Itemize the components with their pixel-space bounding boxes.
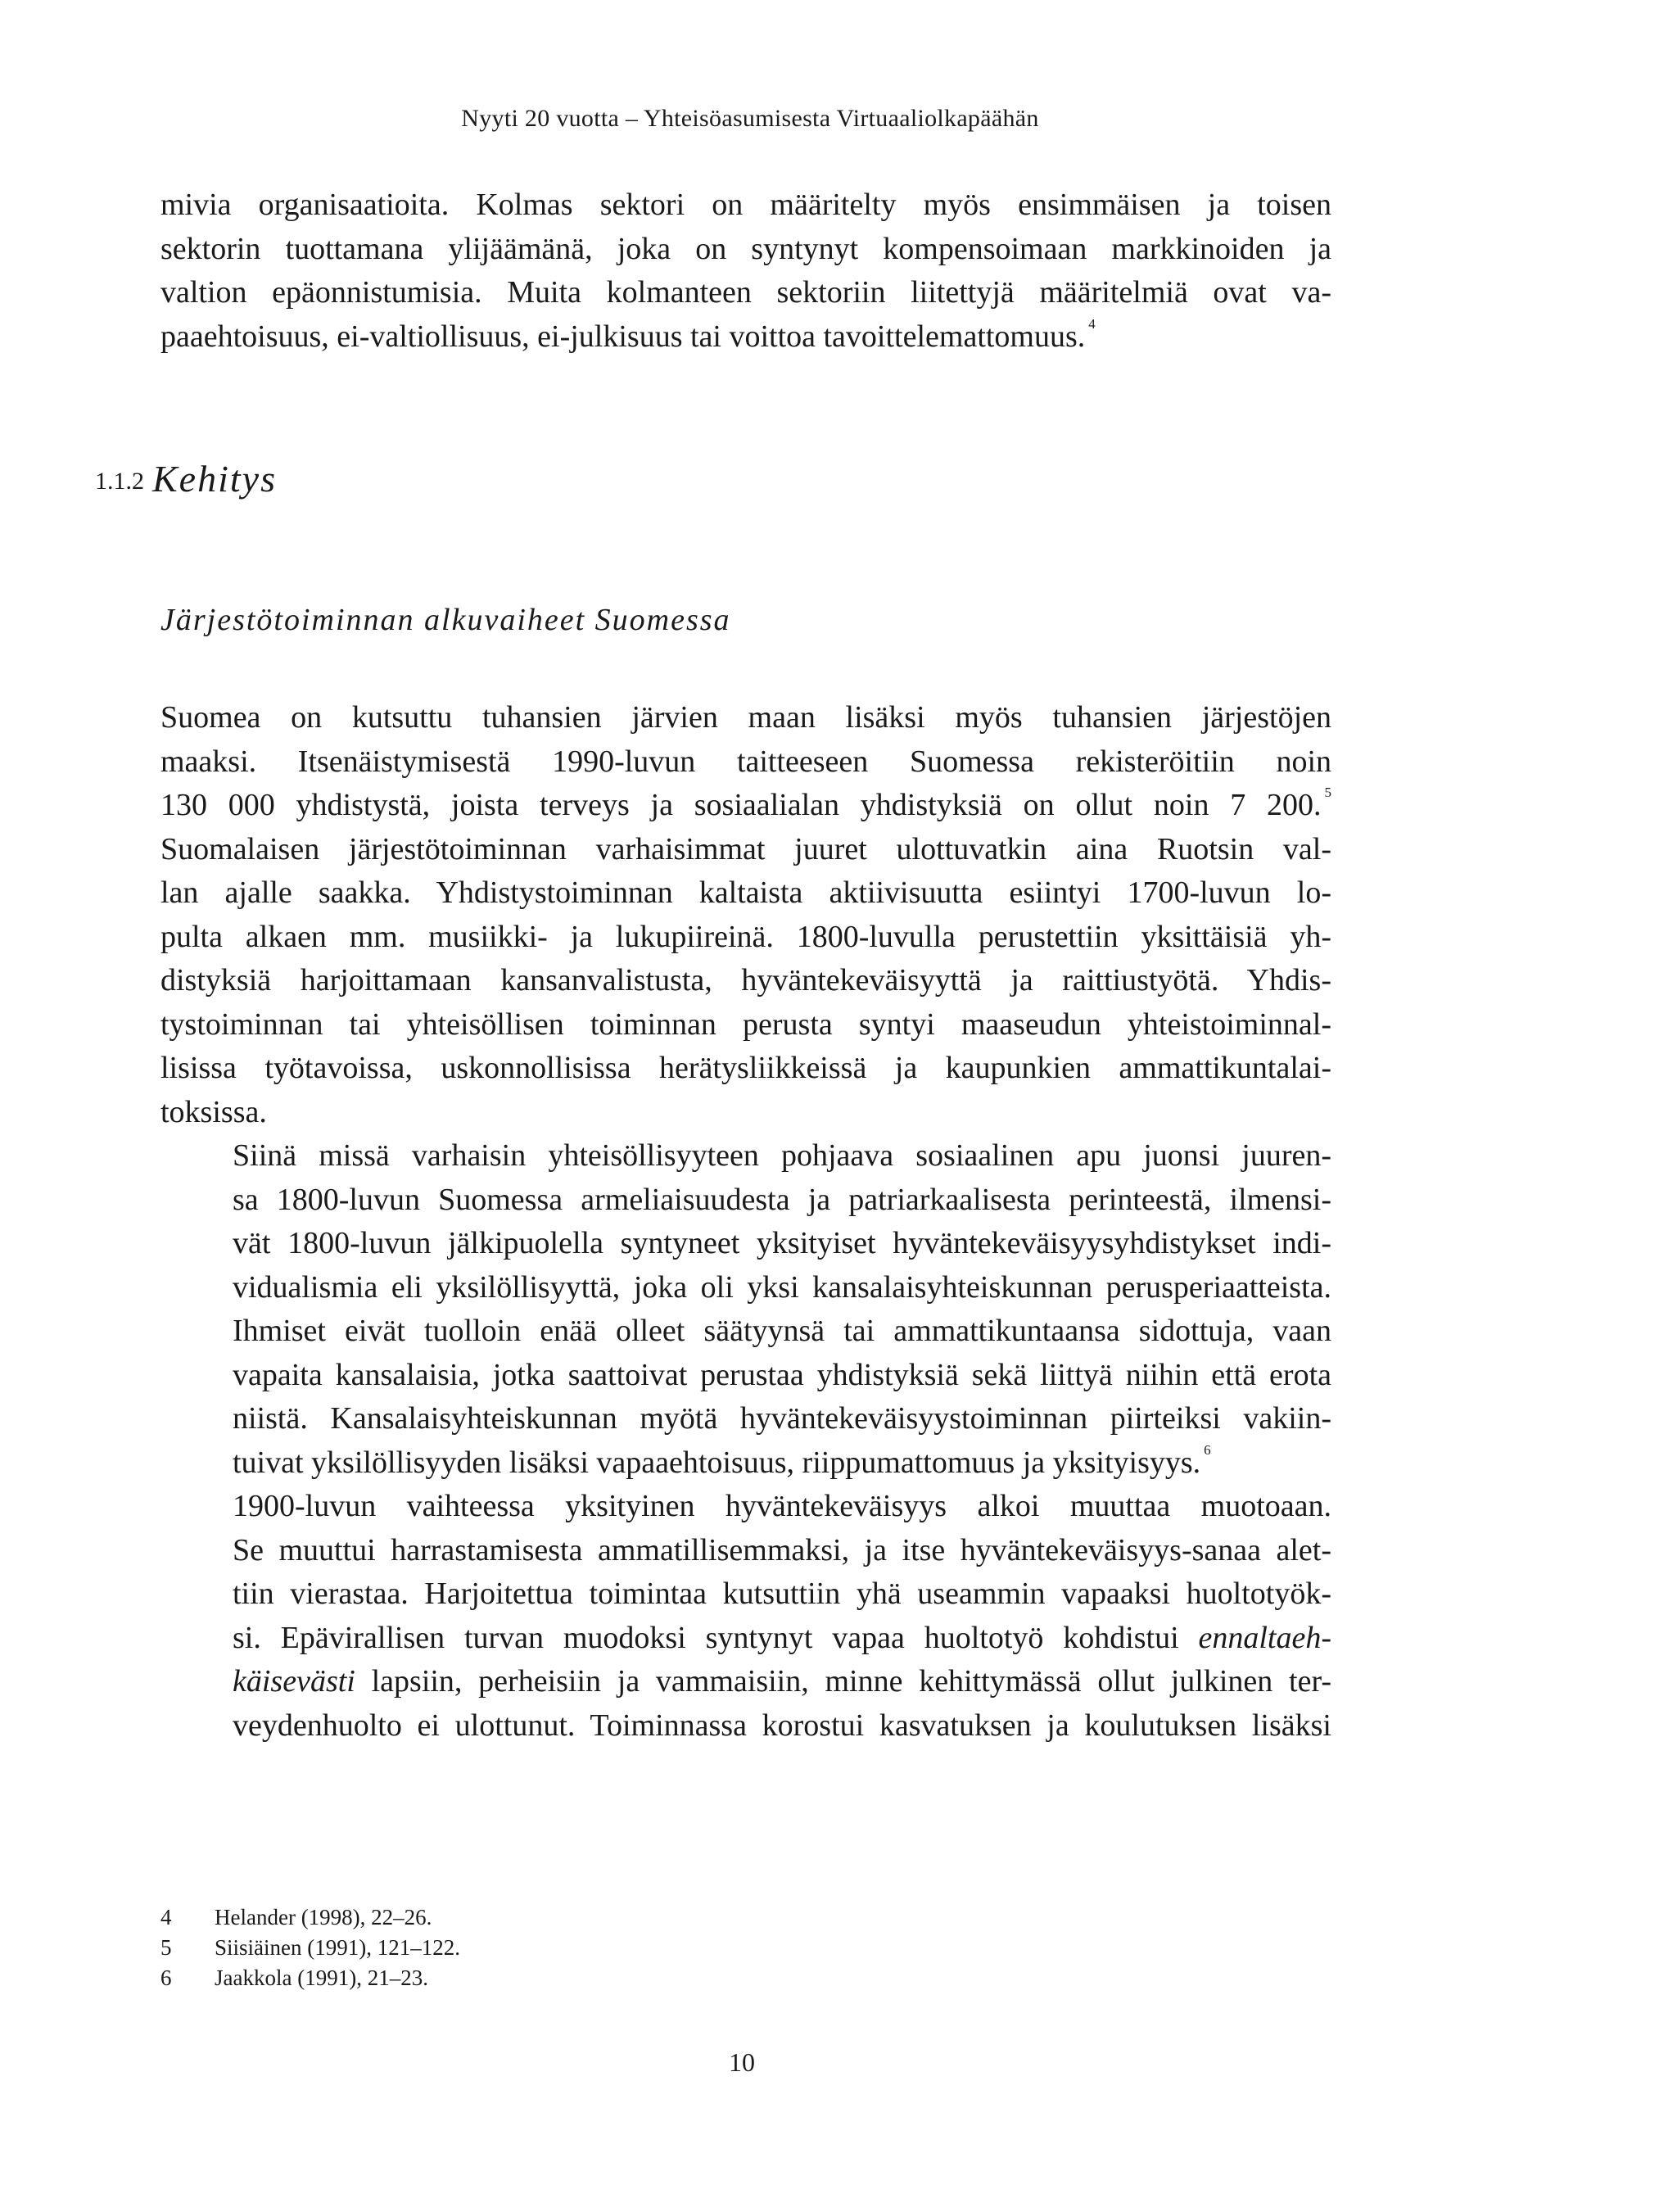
text-line [160,315,1331,360]
text-line: tiin vierastaa. Harjoitettua toimintaa kutsuttiin yhä useammin vapaaksi huoltotyök- [233,1576,1331,1611]
text-line: distyksiä harjoittamaan kansanvalistusta, hyväntekeväisyyttä ja raittiustyötä. Yhdis- [160,963,1331,997]
text-line: maaksi. Itsenäistymisestä 1990-luvun taitteeseen Suomessa rekisteröitiin noin [160,744,1331,779]
text-line-content: paaehtoisuus, ei-valtiollisuus, ei-julkisuus tai voittoa tavoittelemattomuus. [160,319,1086,354]
section-heading [95,457,277,500]
text-line: vapaita kansalaisia, jotka saattoivat perustaa yhdistyksiä sekä liittyä niihin että erota [233,1357,1331,1392]
text-line: veydenhuolto ei ulottunut. Toiminnassa korostui kasvatuksen ja koulutuksen lisäksi [233,1708,1331,1743]
text-line: Suomalaisen järjestötoiminnan varhaisimmat juuret ulottuvatkin aina Ruotsin val- [160,831,1331,866]
paragraph [160,696,1331,1134]
emphasized-text: ennaltaeh- [1198,1620,1332,1655]
text-line-content: si. Epävirallisen turvan muodoksi syntynyt vapaa huoltotyö kohdistui [233,1620,1179,1655]
footnote-text: Siisiäinen (1991), 121–122. [215,1935,460,1960]
footnote-reference[interactable]: 6 [1204,1441,1211,1458]
text-line: valtion epäonnistumisia. Muita kolmanteen sektoriin liitettyjä määritelmiä ovat va- [160,275,1331,310]
text-line [160,1441,1331,1486]
text-line: vät 1800-luvun jälkipuolella syntyneet yksityiset hyväntekeväisyysyhdistykset indi- [233,1226,1331,1260]
footnote-number: 4 [160,1905,172,1929]
text-line-content: 130 000 yhdistystä, joista terveys ja sosiaalialan yhdistyksiä on ollut noin 7 200. [160,788,1322,822]
text-line: pulta alkaen mm. musiikki- ja lukupiireinä. 1800-luvulla perustettiin yksittäisiä yh- [160,919,1331,954]
main-text [160,696,1331,1748]
text-line: toksissa. [160,1094,267,1129]
page-number: 10 [729,2047,755,2077]
subsection-heading: Järjestötoiminnan alkuvaiheet Suomessa [160,603,731,637]
footnote-text: Helander (1998), 22–26. [215,1905,432,1929]
footnote [160,1963,460,1993]
footnote [160,1933,460,1963]
text-line [160,1617,1331,1661]
text-line: mivia organisaatioita. Kolmas sektori on määritelty myös ensimmäisen ja toisen [160,188,1331,222]
footnote-reference[interactable]: 5 [1324,785,1331,800]
paragraph [160,1485,1331,1748]
text-line: Ihmiset eivät tuolloin enää olleet säätyynsä tai ammattikuntaansa sidottuja, vaan [233,1314,1331,1348]
section-number: 1.1.2 [95,468,144,495]
text-line: sa 1800-luvun Suomessa armeliaisuudesta ja patriarkaalisesta perinteestä, ilmensi- [233,1182,1331,1217]
section-title: Kehitys [152,458,277,500]
footnotes [160,1902,460,1993]
text-line: Se muuttui harrastamisesta ammatillisemmaksi, ja itse hyväntekeväisyys-sanaa alet- [233,1532,1331,1567]
footnote-text: Jaakkola (1991), 21–23. [215,1965,428,1990]
text-line: Suomea on kutsuttu tuhansien järvien maan lisäksi myös tuhansien järjestöjen [160,700,1331,735]
text-line: 1900-luvun vaihteessa yksityinen hyväntekeväisyys alkoi muuttaa muotoaan. [233,1489,1331,1523]
footnote [160,1902,460,1933]
text-line: lan ajalle saakka. Yhdistystoiminnan kaltaista aktiivisuutta esiintyi 1700-luvun lo- [160,875,1331,910]
paragraph [160,1134,1331,1485]
text-line: tystoiminnan tai yhteisöllisen toiminnan perusta syntyi maaseudun yhteistoiminnal- [160,1006,1331,1042]
emphasized-text: käisevästi [233,1664,355,1699]
footnote-number: 6 [160,1965,172,1990]
running-header: Nyyti 20 vuotta – Yhteisöasumisesta Virtuaaliolkapäähän [461,105,1039,132]
text-line [160,1660,1331,1704]
text-line-content: lapsiin, perheisiin ja vammaisiin, minne kehittymässä ollut julkinen ter- [371,1664,1332,1699]
footnote-number: 5 [160,1935,172,1960]
text-line: sektorin tuottamana ylijäämänä, joka on syntynyt kompensoimaan markkinoiden ja [160,231,1331,266]
text-line [160,784,1331,828]
text-line: niistä. Kansalaisyhteiskunnan myötä hyväntekeväisyystoiminnan piirteiksi vakiin- [233,1401,1331,1436]
text-line: lisissa työtavoissa, uskonnollisissa herätysliikkeissä ja kaupunkien ammattikuntalai- [160,1051,1331,1085]
text-line-content: tuivat yksilöllisyyden lisäksi vapaaehtoisuus, riippumattomuus ja yksityisyys. [233,1445,1201,1480]
text-line: Siinä missä varhaisin yhteisöllisyyteen pohjaava sosiaalinen apu juonsi juuren- [233,1138,1331,1173]
footnote-reference[interactable]: 4 [1088,315,1096,332]
text-line: vidualismia eli yksilöllisyyttä, joka oli yksi kansalaisyhteiskunnan perusperiaatteista. [233,1269,1331,1305]
intro-paragraph [160,183,1331,359]
